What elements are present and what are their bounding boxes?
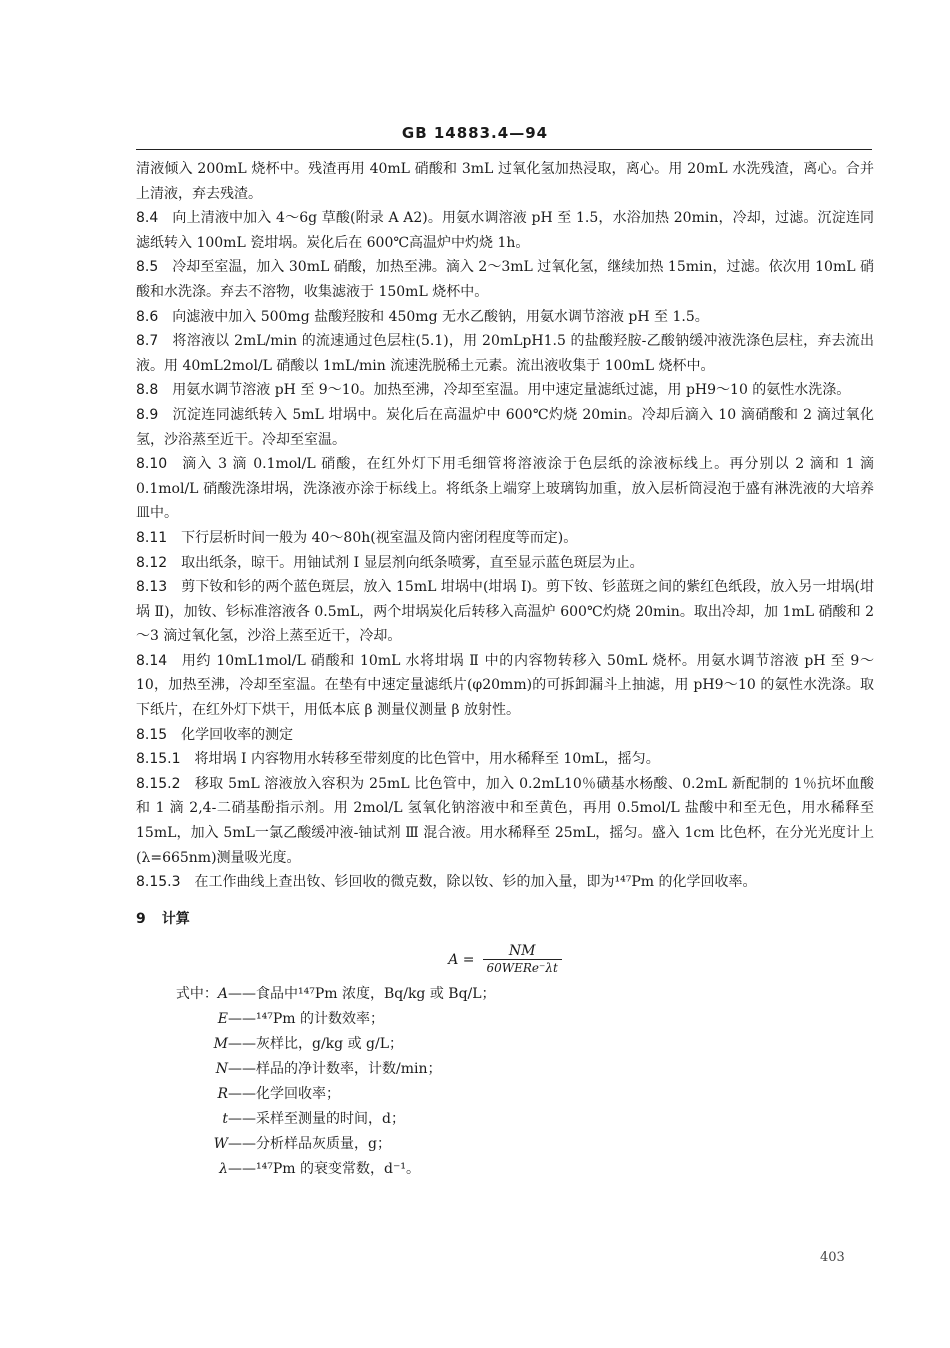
definition-dash: —— — [228, 1036, 256, 1053]
paragraph — [136, 452, 874, 526]
clause-number: 8.15 — [136, 726, 168, 743]
header-rule — [136, 149, 872, 150]
definition-dash: —— — [228, 986, 256, 1003]
definition-row — [136, 1007, 874, 1032]
variable-description: 分析样品灰质量，g； — [256, 1136, 391, 1153]
variable-description: 化学回收率； — [256, 1086, 340, 1103]
clause-text: 在工作曲线上查出钕、钐回收的微克数，除以钕、钐的加入量，即为¹⁴⁷Pm 的化学回收率。 — [194, 874, 757, 891]
clause-text: 将溶液以 2mL/min 的流速通过色层柱(5.1)，用 20mLpH1.5 的盐酸羟胺-乙酸钠缓冲液洗涤色层柱，弃去流出液。用 40mL2mol/L 硝酸以 1mL/min 流速洗脱稀土元素。流出液收集于 100mL 烧杯中。 — [136, 333, 874, 374]
clause-text: 滴入 3 滴 0.1mol/L 硝酸，在红外灯下用毛细管将溶液涂于色层纸的涂液标线上。再分别以 2 滴和 1 滴 0.1mol/L 硝酸洗涤坩埚，洗涤液亦涂于标线上。将纸条上端穿上玻璃钩加重，放入层析筒浸泡于盛有淋洗液的大培养皿中。 — [136, 456, 874, 522]
variable-symbol — [136, 1132, 228, 1157]
definition-dash: —— — [228, 1011, 256, 1028]
formula — [136, 943, 874, 976]
clause-text: 用氨水调节溶液 pH 至 9～10。加热至沸，冷却至室温。用中速定量滤纸过滤，用 pH9～10 的氨性水洗涤。 — [172, 382, 851, 399]
symbol-text: M — [213, 1036, 228, 1053]
clause-number: 8.15.1 — [136, 751, 181, 768]
clause-text: 清液倾入 200mL 烧杯中。残渣再用 40mL 硝酸和 3mL 过氧化氢加热浸取，离心。用 20mL 水洗残渣，离心。合并上清液，弃去残渣。 — [136, 161, 874, 202]
section-number: 9 — [136, 910, 146, 927]
clause-number: 8.15.2 — [136, 775, 181, 792]
variable-symbol — [136, 982, 228, 1007]
clause-number: 8.14 — [136, 652, 168, 669]
clause-number: 8.8 — [136, 382, 159, 399]
variable-symbol — [136, 1107, 228, 1132]
variable-description: 样品的净计数率，计数/min； — [256, 1061, 442, 1078]
paragraph — [136, 747, 874, 772]
definition-row — [136, 1082, 874, 1107]
clause-number: 8.7 — [136, 333, 159, 350]
definition-row — [136, 1132, 874, 1157]
definition-dash: —— — [228, 1086, 256, 1103]
definition-row — [136, 1107, 874, 1132]
variable-description: ¹⁴⁷Pm 的衰变常数，d⁻¹。 — [256, 1161, 420, 1178]
clause-number: 8.10 — [136, 456, 168, 473]
clause-number: 8.5 — [136, 259, 159, 276]
definition-row — [136, 1032, 874, 1057]
clause-text: 下行层析时间一般为 40～80h(视室温及筒内密闭程度等而定)。 — [181, 529, 578, 546]
variable-description: 灰样比，g/kg 或 g/L； — [256, 1036, 403, 1053]
document-body — [136, 157, 874, 1182]
clause-text: 向上清液中加入 4～6g 草酸(附录 A A2)。用氨水调溶液 pH 至 1.5，水浴加热 20min，冷却，过滤。沉淀连同滤纸转入 100mL 瓷坩埚。炭化后在 600℃高温炉中灼烧 1h。 — [136, 210, 874, 251]
clause-text: 冷却至室温，加入 30mL 硝酸，加热至沸。滴入 2～3mL 过氧化氢，继续加热 15min，过滤。依次用 10mL 硝酸和水洗涤。弃去不溶物，收集滤液于 150mL 烧杯中。 — [136, 259, 874, 300]
clause-text: 化学回收率的测定 — [181, 726, 294, 743]
symbol-text: A — [217, 986, 228, 1003]
clause-text: 沉淀连同滤纸转入 5mL 坩埚中。炭化后在高温炉中 600℃灼烧 20min。冷却后滴入 10 滴硝酸和 2 滴过氧化氢，沙浴蒸至近干。冷却至室温。 — [136, 406, 874, 448]
symbol-text: N — [215, 1061, 228, 1078]
variable-description: 食品中¹⁴⁷Pm 浓度，Bq/kg 或 Bq/L； — [256, 986, 496, 1003]
paragraph — [136, 723, 874, 748]
symbol-text: t — [222, 1111, 228, 1128]
clause-text: 将坩埚 I 内容物用水转移至带刻度的比色管中，用水稀释至 10mL，摇匀。 — [194, 751, 660, 768]
symbol-text: R — [217, 1086, 228, 1103]
clause-number: 8.12 — [136, 554, 168, 571]
paragraph — [136, 575, 874, 649]
legend-intro: 式中： — [175, 986, 218, 1003]
definition-row — [136, 1157, 874, 1182]
paragraph — [136, 329, 874, 378]
definition-dash: —— — [228, 1136, 256, 1153]
clause-text: 移取 5mL 溶液放入容积为 25mL 比色管中，加入 0.2mL10％磺基水杨酸、0.2mL 新配制的 1％抗坏血酸和 1 滴 2,4-二硝基酚指示剂。用 2mol/L 氢氧化钠溶液中和至黄色，再用 0.5mol/L 盐酸中和至无色，用水稀释至 15mL，加入 5mL一氯乙酸缓冲液-铀试剂 Ⅲ 混合液。用水稀释至 25mL，摇匀。盛入 1cm 比色杯，在分光光度计上(λ=665nm)测量吸光度。 — [136, 775, 874, 866]
clause-text: 取出纸条，晾干。用铀试剂 I 显层剂向纸条喷雾，直至显示蓝色斑层为止。 — [181, 554, 644, 571]
clause-number: 8.4 — [136, 210, 159, 227]
definition-dash: —— — [228, 1061, 256, 1078]
paragraph — [136, 649, 874, 723]
clause-text: 向滤液中加入 500mg 盐酸羟胺和 450mg 无水乙酸钠，用氨水调节溶液 pH 至 1.5。 — [172, 308, 709, 325]
formula-lhs: A = — [448, 951, 475, 968]
paragraph — [136, 870, 874, 895]
paragraph — [136, 551, 874, 576]
paragraph — [136, 305, 874, 330]
clause-number: 8.6 — [136, 308, 159, 325]
section-heading — [136, 907, 874, 932]
formula-denominator: 60WERe⁻λt — [486, 961, 558, 976]
paragraph — [136, 157, 874, 206]
variable-description: ¹⁴⁷Pm 的计数效率； — [256, 1011, 384, 1028]
variable-symbol — [136, 1157, 228, 1182]
definition-dash: —— — [228, 1111, 256, 1128]
variable-symbol — [136, 1082, 228, 1107]
symbol-text: W — [213, 1136, 228, 1153]
clause-text: 用约 10mL1mol/L 硝酸和 10mL 水将坩埚 Ⅱ 中的内容物转移入 50mL 烧杯。用氨水调节溶液 pH 至 9～10，加热至沸，冷却至室温。在垫有中速定量滤纸片(φ20mm)的可拆卸漏斗上抽滤，用 pH9～10 的氨性水洗涤。取下纸片，在红外灯下烘干，用低本底 β 测量仪测量 β 放射性。 — [136, 652, 874, 719]
definition-dash: —— — [228, 1161, 256, 1178]
paragraph — [136, 255, 874, 304]
variable-symbol — [136, 1057, 228, 1082]
paragraph — [136, 772, 874, 870]
formula-fraction — [483, 943, 562, 976]
clause-number: 8.9 — [136, 406, 159, 423]
paragraph — [136, 526, 874, 551]
clause-number: 8.15.3 — [136, 874, 181, 891]
symbol-text: E — [217, 1011, 228, 1028]
variable-symbol — [136, 1032, 228, 1057]
page-header: GB 14883.4—94 — [401, 124, 549, 142]
paragraph-list — [136, 157, 874, 895]
clause-number: 8.11 — [136, 529, 168, 546]
variable-symbol — [136, 1007, 228, 1032]
section-title: 计算 — [161, 910, 190, 927]
paragraph — [136, 403, 874, 452]
paragraph — [136, 378, 874, 403]
variable-legend — [136, 982, 874, 1182]
definition-row — [136, 1057, 874, 1082]
clause-number: 8.13 — [136, 579, 168, 596]
variable-description: 采样至测量的时间，d； — [256, 1111, 405, 1128]
paragraph — [136, 206, 874, 255]
clause-text: 剪下钕和钐的两个蓝色斑层，放入 15mL 坩埚中(坩埚 I)。剪下钕、钐蓝斑之间的紫红色纸段，放入另一坩埚(坩埚 Ⅱ)，加钕、钐标准溶液各 0.5mL，两个坩埚炭化后转移入高温炉 600℃灼烧 20min。取出冷却，加 1mL 硝酸和 2～3 滴过氧化氢，沙浴上蒸至近干，冷却。 — [136, 579, 874, 645]
page-number: 403 — [820, 1250, 845, 1265]
definition-row — [136, 982, 874, 1007]
formula-numerator: NM — [508, 943, 536, 960]
symbol-text: λ — [219, 1161, 228, 1178]
